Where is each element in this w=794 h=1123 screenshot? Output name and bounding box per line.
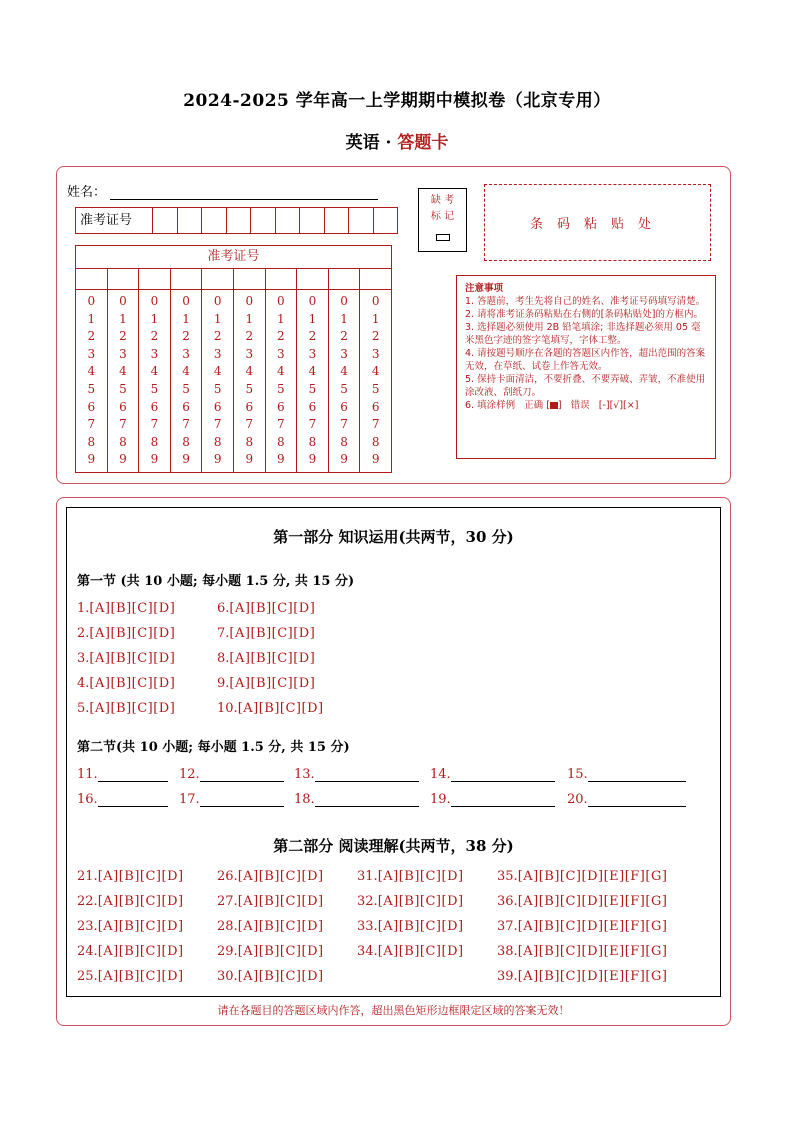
grid-input-cell[interactable] <box>329 269 361 289</box>
exam-number-cell[interactable] <box>251 208 276 233</box>
grid-digit-bubble[interactable]: 2 <box>182 329 190 344</box>
blank-11[interactable]: 11. <box>77 767 168 782</box>
grid-digit-bubble[interactable]: 0 <box>87 294 96 308</box>
subject-label: 英语 <box>345 133 380 153</box>
question-32[interactable]: 32.[A][B][C][D] <box>357 894 464 909</box>
grid-digit-bubble[interactable]: 0 <box>213 294 222 308</box>
grid-digit-bubble[interactable]: 6 <box>182 399 190 414</box>
grid-digit-bubble[interactable]: 3 <box>182 346 190 361</box>
grid-digit-bubble[interactable]: 9 <box>340 452 348 467</box>
grid-digit-bubble[interactable]: 9 <box>213 452 222 467</box>
question-26[interactable]: 26.[A][B][C][D] <box>217 869 324 884</box>
grid-digit-bubble[interactable]: 4 <box>150 364 159 379</box>
grid-digit-bubble[interactable]: 7 <box>308 417 317 432</box>
grid-digit-bubble[interactable]: 5 <box>182 381 190 396</box>
answer-region <box>66 507 721 997</box>
question-10[interactable]: 10.[A][B][C][D] <box>217 701 324 716</box>
notice-title: 注意事项 <box>465 283 504 294</box>
grid-digit-bubble[interactable]: 6 <box>308 399 317 414</box>
grid-digit-bubble[interactable]: 4 <box>277 364 285 379</box>
question-30[interactable]: 30.[A][B][C][D] <box>217 969 324 984</box>
grid-digit-bubble[interactable]: 8 <box>87 434 96 449</box>
exam-number-cell[interactable] <box>374 208 398 233</box>
blank-17[interactable]: 17. <box>179 792 284 807</box>
grid-digit-bubble[interactable]: 6 <box>245 399 254 414</box>
grid-digit-bubble[interactable]: 5 <box>150 381 159 396</box>
grid-digit-bubble[interactable]: 3 <box>371 346 380 361</box>
question-27[interactable]: 27.[A][B][C][D] <box>217 894 324 909</box>
grid-digit-bubble[interactable]: 9 <box>150 452 159 467</box>
grid-digit-bubble[interactable]: 6 <box>213 399 222 414</box>
grid-digit-bubble[interactable]: 7 <box>371 417 380 432</box>
grid-digit-bubble[interactable]: 5 <box>277 381 285 396</box>
grid-digit-column <box>108 290 140 472</box>
question-4[interactable]: 4.[A][B][C][D] <box>77 676 176 691</box>
grid-digit-bubble[interactable]: 2 <box>340 329 348 344</box>
grid-digit-bubble[interactable]: 1 <box>340 311 348 326</box>
grid-digit-bubble[interactable]: 5 <box>87 381 96 396</box>
notice-item: 3. 选择题必须使用 2B 铅笔填涂; 非选择题必须用 05 毫米黑色字迹的签字笔填写，字体工整。 <box>465 322 701 346</box>
grid-digit-bubble[interactable]: 3 <box>245 346 254 361</box>
card-label: 答题卡 <box>397 133 449 153</box>
name-field[interactable] <box>110 185 378 200</box>
grid-digit-bubble[interactable]: 8 <box>340 434 348 449</box>
grid-digit-bubble[interactable]: 1 <box>119 311 127 326</box>
grid-digit-bubble[interactable]: 8 <box>213 434 222 449</box>
blank-19[interactable]: 19. <box>430 792 555 807</box>
grid-digit-bubble[interactable]: 9 <box>119 452 127 467</box>
grid-digit-bubble[interactable]: 0 <box>182 294 190 308</box>
grid-digit-bubble[interactable]: 5 <box>119 381 127 396</box>
grid-digit-bubble[interactable]: 2 <box>119 329 127 344</box>
blank-13[interactable]: 13. <box>294 767 419 782</box>
grid-digit-bubble[interactable]: 3 <box>308 346 317 361</box>
grid-input-cell[interactable] <box>202 269 234 289</box>
question-24[interactable]: 24.[A][B][C][D] <box>77 944 184 959</box>
grid-digit-bubble[interactable]: 4 <box>245 364 254 379</box>
grid-input-cell[interactable] <box>234 269 266 289</box>
grid-digit-bubble[interactable]: 2 <box>245 329 254 344</box>
grid-input-cell[interactable] <box>139 269 171 289</box>
grid-digit-bubble[interactable]: 0 <box>119 294 127 308</box>
grid-digit-column <box>297 290 329 472</box>
grid-digit-bubble[interactable]: 7 <box>277 417 285 432</box>
grid-digit-column <box>76 290 108 472</box>
sample-label: 6. 填涂样例 <box>465 400 516 411</box>
question-31[interactable]: 31.[A][B][C][D] <box>357 869 464 884</box>
grid-digit-column <box>266 290 298 472</box>
question-23[interactable]: 23.[A][B][C][D] <box>77 919 184 934</box>
grid-digit-bubble[interactable]: 5 <box>371 381 380 396</box>
grid-digit-bubble[interactable]: 3 <box>340 346 348 361</box>
grid-digit-bubble[interactable]: 2 <box>87 329 96 344</box>
wrong-samples: [-][√][×] <box>598 400 639 411</box>
barcode-area: 条码粘贴处 <box>484 184 711 261</box>
grid-digit-bubble[interactable]: 9 <box>87 452 96 467</box>
grid-input-cell[interactable] <box>297 269 329 289</box>
notice-box <box>456 275 716 459</box>
grid-digit-bubble[interactable]: 9 <box>182 452 190 467</box>
grid-digit-bubble[interactable]: 9 <box>308 452 317 467</box>
grid-input-cell[interactable] <box>171 269 203 289</box>
grid-digit-bubble[interactable]: 4 <box>182 364 190 379</box>
grid-digit-bubble[interactable]: 2 <box>371 329 380 344</box>
question-8[interactable]: 8.[A][B][C][D] <box>217 651 316 666</box>
grid-digit-bubble[interactable]: 2 <box>213 329 222 344</box>
grid-input-cell[interactable] <box>76 269 108 289</box>
grid-digit-column <box>202 290 234 472</box>
footer-warning: 请在各题目的答题区域内作答，超出黑色矩形边框限定区域的答案无效！ <box>217 1004 570 1017</box>
question-1[interactable]: 1.[A][B][C][D] <box>77 601 176 616</box>
grid-digit-bubble[interactable]: 7 <box>213 417 222 432</box>
question-38[interactable]: 38.[A][B][C][D][E][F][G] <box>497 944 668 959</box>
question-34[interactable]: 34.[A][B][C][D] <box>357 944 464 959</box>
grid-digit-bubble[interactable]: 8 <box>182 434 190 449</box>
exam-number-cell[interactable] <box>349 208 374 233</box>
grid-digit-column <box>171 290 203 472</box>
question-7[interactable]: 7.[A][B][C][D] <box>217 626 316 641</box>
question-36[interactable]: 36.[A][B][C][D][E][F][G] <box>497 894 668 909</box>
grid-digit-bubble[interactable]: 0 <box>371 294 380 308</box>
grid-digit-bubble[interactable]: 0 <box>277 294 285 308</box>
exam-number-label: 准考证号 <box>76 208 153 233</box>
grid-input-cell[interactable] <box>108 269 140 289</box>
grid-digit-bubble[interactable]: 9 <box>277 452 285 467</box>
grid-digit-bubble[interactable]: 4 <box>371 364 380 379</box>
question-21[interactable]: 21.[A][B][C][D] <box>77 869 184 884</box>
grid-digit-bubble[interactable]: 1 <box>182 311 190 326</box>
notice-sample-row: 6. 填涂样例 正确 [ ] 错误 [-][√][×] <box>465 400 639 411</box>
filled-sample-icon <box>550 402 558 409</box>
grid-digit-bubble[interactable]: 7 <box>245 417 254 432</box>
grid-digit-bubble[interactable]: 5 <box>245 381 254 396</box>
grid-digit-column <box>139 290 171 472</box>
grid-digit-column <box>360 290 391 472</box>
grid-digit-bubble[interactable]: 5 <box>308 381 317 396</box>
grid-digit-bubble[interactable]: 1 <box>150 311 159 326</box>
part1-section1-title: 第一节 (共 10 小题; 每小题 1.5 分, 共 15 分) <box>77 574 355 589</box>
grid-digit-bubble[interactable]: 3 <box>213 346 222 361</box>
grid-digit-bubble[interactable]: 5 <box>340 381 348 396</box>
absent-mark <box>418 188 467 252</box>
question-6[interactable]: 6.[A][B][C][D] <box>217 601 316 616</box>
grid-digit-bubble[interactable]: 9 <box>371 452 380 467</box>
question-29[interactable]: 29.[A][B][C][D] <box>217 944 324 959</box>
grid-digit-bubble[interactable]: 4 <box>308 364 317 379</box>
question-25[interactable]: 25.[A][B][C][D] <box>77 969 184 984</box>
question-5[interactable]: 5.[A][B][C][D] <box>77 701 176 716</box>
grid-digit-bubble[interactable]: 5 <box>213 381 222 396</box>
grid-digit-bubble[interactable]: 8 <box>245 434 254 449</box>
grid-digit-bubble[interactable]: 8 <box>150 434 159 449</box>
grid-digit-bubble[interactable]: 1 <box>87 311 96 326</box>
grid-digit-column <box>329 290 361 472</box>
grid-digit-bubble[interactable]: 3 <box>277 346 285 361</box>
question-33[interactable]: 33.[A][B][C][D] <box>357 919 464 934</box>
blank-14[interactable]: 14. <box>430 767 555 782</box>
exam-number-cell[interactable] <box>153 208 178 233</box>
grid-digit-bubble[interactable]: 2 <box>308 329 317 344</box>
grid-digit-bubble[interactable]: 6 <box>150 399 159 414</box>
question-28[interactable]: 28.[A][B][C][D] <box>217 919 324 934</box>
exam-number-cell[interactable] <box>276 208 301 233</box>
grid-digit-bubble[interactable]: 1 <box>277 311 285 326</box>
blank-16[interactable]: 16. <box>77 792 168 807</box>
grid-digit-bubble[interactable]: 7 <box>182 417 190 432</box>
grid-digit-bubble[interactable]: 2 <box>277 329 285 344</box>
question-37[interactable]: 37.[A][B][C][D][E][F][G] <box>497 919 668 934</box>
absent-label-2: 标 记 <box>430 211 455 222</box>
absent-label-1: 缺 考 <box>430 195 455 206</box>
grid-digit-bubble[interactable]: 4 <box>119 364 127 379</box>
grid-digit-bubble[interactable]: 1 <box>245 311 254 326</box>
grid-digit-bubble[interactable]: 6 <box>371 399 380 414</box>
grid-input-cell[interactable] <box>266 269 298 289</box>
grid-digit-bubble[interactable]: 6 <box>119 399 127 414</box>
grid-digit-bubble[interactable]: 4 <box>340 364 348 379</box>
notice-item: 5. 保持卡面清洁，不要折叠、不要弄破、弄皱，不准使用涂改液、刮纸刀。 <box>465 374 706 398</box>
name-label: 姓名： <box>67 185 107 200</box>
blank-15[interactable]: 15. <box>567 767 686 782</box>
grid-title: 准考证号 <box>76 246 391 269</box>
notice-item: 2. 请将准考证条码粘贴在右侧的[条码粘贴处]的方框内。 <box>465 309 703 320</box>
grid-digit-bubble[interactable]: 3 <box>150 346 159 361</box>
wrong-label: 错误 <box>570 400 590 411</box>
notice-item: 1. 答题前，考生先将自己的姓名、准考证号码填写清楚。 <box>465 296 706 307</box>
grid-digit-bubble[interactable]: 4 <box>87 364 96 379</box>
grid-digit-bubble[interactable]: 0 <box>308 294 317 308</box>
exam-number-grid <box>75 245 392 473</box>
grid-digit-bubble[interactable]: 0 <box>245 294 254 308</box>
grid-digit-bubble[interactable]: 1 <box>308 311 317 326</box>
part1-section2-title: 第二节(共 10 小题; 每小题 1.5 分, 共 15 分) <box>77 740 350 755</box>
absent-checkbox[interactable] <box>436 234 450 241</box>
exam-number-cell[interactable] <box>202 208 227 233</box>
grid-digit-bubble[interactable]: 8 <box>308 434 317 449</box>
grid-digit-bubble[interactable]: 9 <box>245 452 254 467</box>
grid-digit-bubble[interactable]: 6 <box>277 399 285 414</box>
exam-number-cell[interactable] <box>178 208 203 233</box>
part2-title: 第二部分 阅读理解(共两节，38 分) <box>273 837 514 855</box>
grid-digit-bubble[interactable]: 2 <box>150 329 159 344</box>
grid-digit-bubble[interactable]: 8 <box>277 434 285 449</box>
blank-12[interactable]: 12. <box>179 767 284 782</box>
exam-number-cell[interactable] <box>325 208 350 233</box>
blank-18[interactable]: 18. <box>294 792 419 807</box>
grid-digit-bubble[interactable]: 0 <box>150 294 159 308</box>
grid-digit-bubble[interactable]: 1 <box>371 311 380 326</box>
page-subtitle <box>0 128 794 153</box>
name-row <box>67 181 378 200</box>
page-title: 2024-2025 学年高一上学期期中模拟卷（北京专用） <box>183 91 611 111</box>
grid-digit-bubble[interactable]: 3 <box>87 346 96 361</box>
grid-digit-bubble[interactable]: 6 <box>340 399 348 414</box>
question-9[interactable]: 9.[A][B][C][D] <box>217 676 316 691</box>
grid-input-cell[interactable] <box>360 269 391 289</box>
grid-digit-bubble[interactable]: 4 <box>213 364 222 379</box>
blank-20[interactable]: 20. <box>567 792 686 807</box>
question-3[interactable]: 3.[A][B][C][D] <box>77 651 176 666</box>
question-39[interactable]: 39.[A][B][C][D][E][F][G] <box>497 969 668 984</box>
grid-digit-bubble[interactable]: 7 <box>87 417 96 432</box>
grid-digit-bubble[interactable]: 1 <box>213 311 222 326</box>
grid-input-row <box>76 269 391 290</box>
exam-number-cell[interactable] <box>227 208 252 233</box>
notice-item: 4. 请按题号顺序在各题的答题区内作答，超出范围的答案无效，在草纸、试卷上作答无效。 <box>465 348 706 372</box>
grid-digit-bubble[interactable]: 3 <box>119 346 127 361</box>
grid-digit-bubble[interactable]: 6 <box>87 399 96 414</box>
grid-digit-bubble[interactable]: 0 <box>340 294 348 308</box>
exam-number-cell[interactable] <box>300 208 325 233</box>
info-card <box>56 166 731 484</box>
grid-digit-bubble[interactable]: 8 <box>119 434 127 449</box>
grid-digit-column <box>234 290 266 472</box>
question-2[interactable]: 2.[A][B][C][D] <box>77 626 176 641</box>
part1-title: 第一部分 知识运用(共两节，30 分) <box>273 528 514 546</box>
grid-digit-bubble[interactable]: 7 <box>340 417 348 432</box>
question-22[interactable]: 22.[A][B][C][D] <box>77 894 184 909</box>
grid-digit-bubble[interactable]: 7 <box>150 417 159 432</box>
grid-digit-columns <box>76 290 391 472</box>
answer-card <box>56 497 731 1026</box>
grid-digit-bubble[interactable]: 7 <box>119 417 127 432</box>
grid-digit-bubble[interactable]: 8 <box>371 434 380 449</box>
correct-label: 正确 <box>524 400 544 411</box>
question-35[interactable]: 35.[A][B][C][D][E][F][G] <box>497 869 668 884</box>
exam-number-row <box>75 207 398 234</box>
dot-separator: · <box>385 133 392 153</box>
